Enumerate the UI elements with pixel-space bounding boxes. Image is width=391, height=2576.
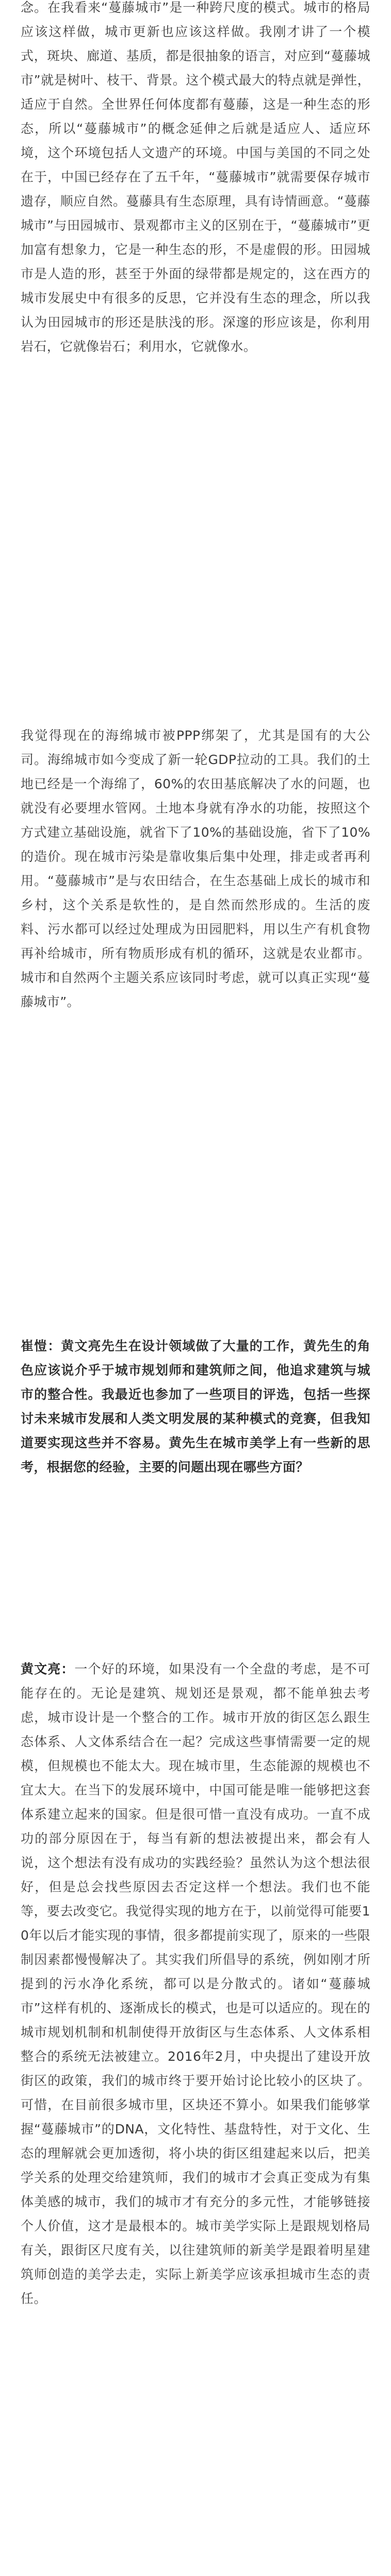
answer-text: 一个好的环境，如果没有一个全盘的考虑，是不可能存在的。无论是建筑、规划还是景观，都不能单独去考虑，城市设计是一个整合的工作。城市开放的街区怎么跟生态体系、人文体系结合在一起？完成这些事情需要一定的规模，但规模也不能太大。现在城市里，生态能源的规模也不宜太大。在当下的发展环境中，中国可能是唯一能够把这套体系建立起来的国家。但是很可惜一直没有成功。一直不成功的部分原因在于，每当有新的想法被提出来，都会有人说，这个想法有没有成功的实践经验？虽然认为这个想法很好，但是总会找些原因去否定这样一个想法。我们也不能等，要去改变它。我觉得实现的地方在于，以前觉得可能要10年以后才能实现的事情，很多都提前实现了，原来的一些限制因素都慢慢解决了。其实我们所倡导的系统，例如刚才所提到的污水净化系统，都可以是分散式的。诸如“蔓藤城市”这样有机的、逐渐成长的模式，也是可以适应的。现在的城市规划机制和机制使得开放街区与生态体系、人文体系相整合的系统无法被建立。2016年2月，中央提出了建设开放街区的政策，我们的城市终于要开始讨论比较小的区块了。可惜，在目前很多城市里，区块还不算小。如果我们能够掌握“蔓藤城市”的DNA，文化特性、基盘特性，对于文化、生态的理解就会更加透彻，将小块的街区组建起来以后，把美学关系的处理交给建筑师，我们的城市才会真正变成为有集体美感的城市，我们的城市才有充分的多元性，才能够链接个人价值，这才是最根本的。城市美学实际上是跟规划格局有关，跟街区尺度有关，以往建筑师的新美学是跟着明星建筑师创造的美学去走，实际上新美学应该承担城市生态的责任。 [21,1662,370,2306]
speaker-label: 黄文亮： [21,1662,75,1676]
paragraph-sponge-city: 我觉得现在的海绵城市被PPP绑架了，尤其是国有的大公司。海绵城市如今变成了新一轮GDP拉动的工具。我们的土地已经是一个海绵了，60%的农田基底解决了水的问题，也就没有必要埋水管网。土地本身就有净水的功能，按照这个方式建立基础设施，就省下了10%的基础设施，省下了10%的造价。现在城市污染是靠收集后集中处理，排走或者再利用。“蔓藤城市”是与农田结合，在生态基础上成长的城市和乡村，这个关系是软性的，是自然而然形成的。生活的废料、污水都可以经过处理成为田园肥料，用以生产有机食物再补给城市，所有物质形成有机的循环，这就是农业都市。城市和自然两个主题关系应该同时考虑，就可以真正实现“蔓藤城市”。 [21,728,370,1009]
paragraph-answer-huang-wenliang [21,1657,370,2311]
paragraph-concept: 念。在我看来“蔓藤城市”是一种跨尺度的模式。城市的格局应该这样做，城市更新也应该这样做。我刚才讲了一个模式，斑块、廊道、基质，都是很抽象的语言，对应到“蔓藤城市”就是树叶、枝干、背景。这个模式最大的特点就是弹性，适应于自然。全世界任何体度都有蔓藤，这是一种生态的形态，所以“蔓藤城市”的概念延伸之后就是适应人、适应环境，这个环境包括人文遗产的环境。中国与美国的不同之处在于，中国已经存在了五千年，“蔓藤城市”就需要保存城市遗存，顺应自然。蔓藤具有生态原理，具有诗情画意。“蔓藤城市”与田园城市、景观都市主义的区别在于，“蔓藤城市”更加富有想象力，它是一种生态的形，不是虚假的形。田园城市是人造的形，甚至于外面的绿带都是规定的，这在西方的城市发展史中有很多的反思，它并没有生态的理念，所以我认为田园城市的形还是肤浅的形。深邃的形应该是，你利用岩石，它就像岩石；利用水，它就像水。 [21,0,370,354]
paragraph-question-cui-kai: 崔愷：黄文亮先生在设计领域做了大量的工作，黄先生的角色应该说介乎于城市规划师和建筑师之间，他追求建筑与城市的整合性。我最近也参加了一些项目的评选，包括一些探讨未来城市发展和人类文明发展的某种模式的竞赛，但我知道要实现这些并不容易。黄先生在城市美学上有一些新的思考，根据您的经验，主要的问题出现在哪些方面？ [21,1338,370,1475]
